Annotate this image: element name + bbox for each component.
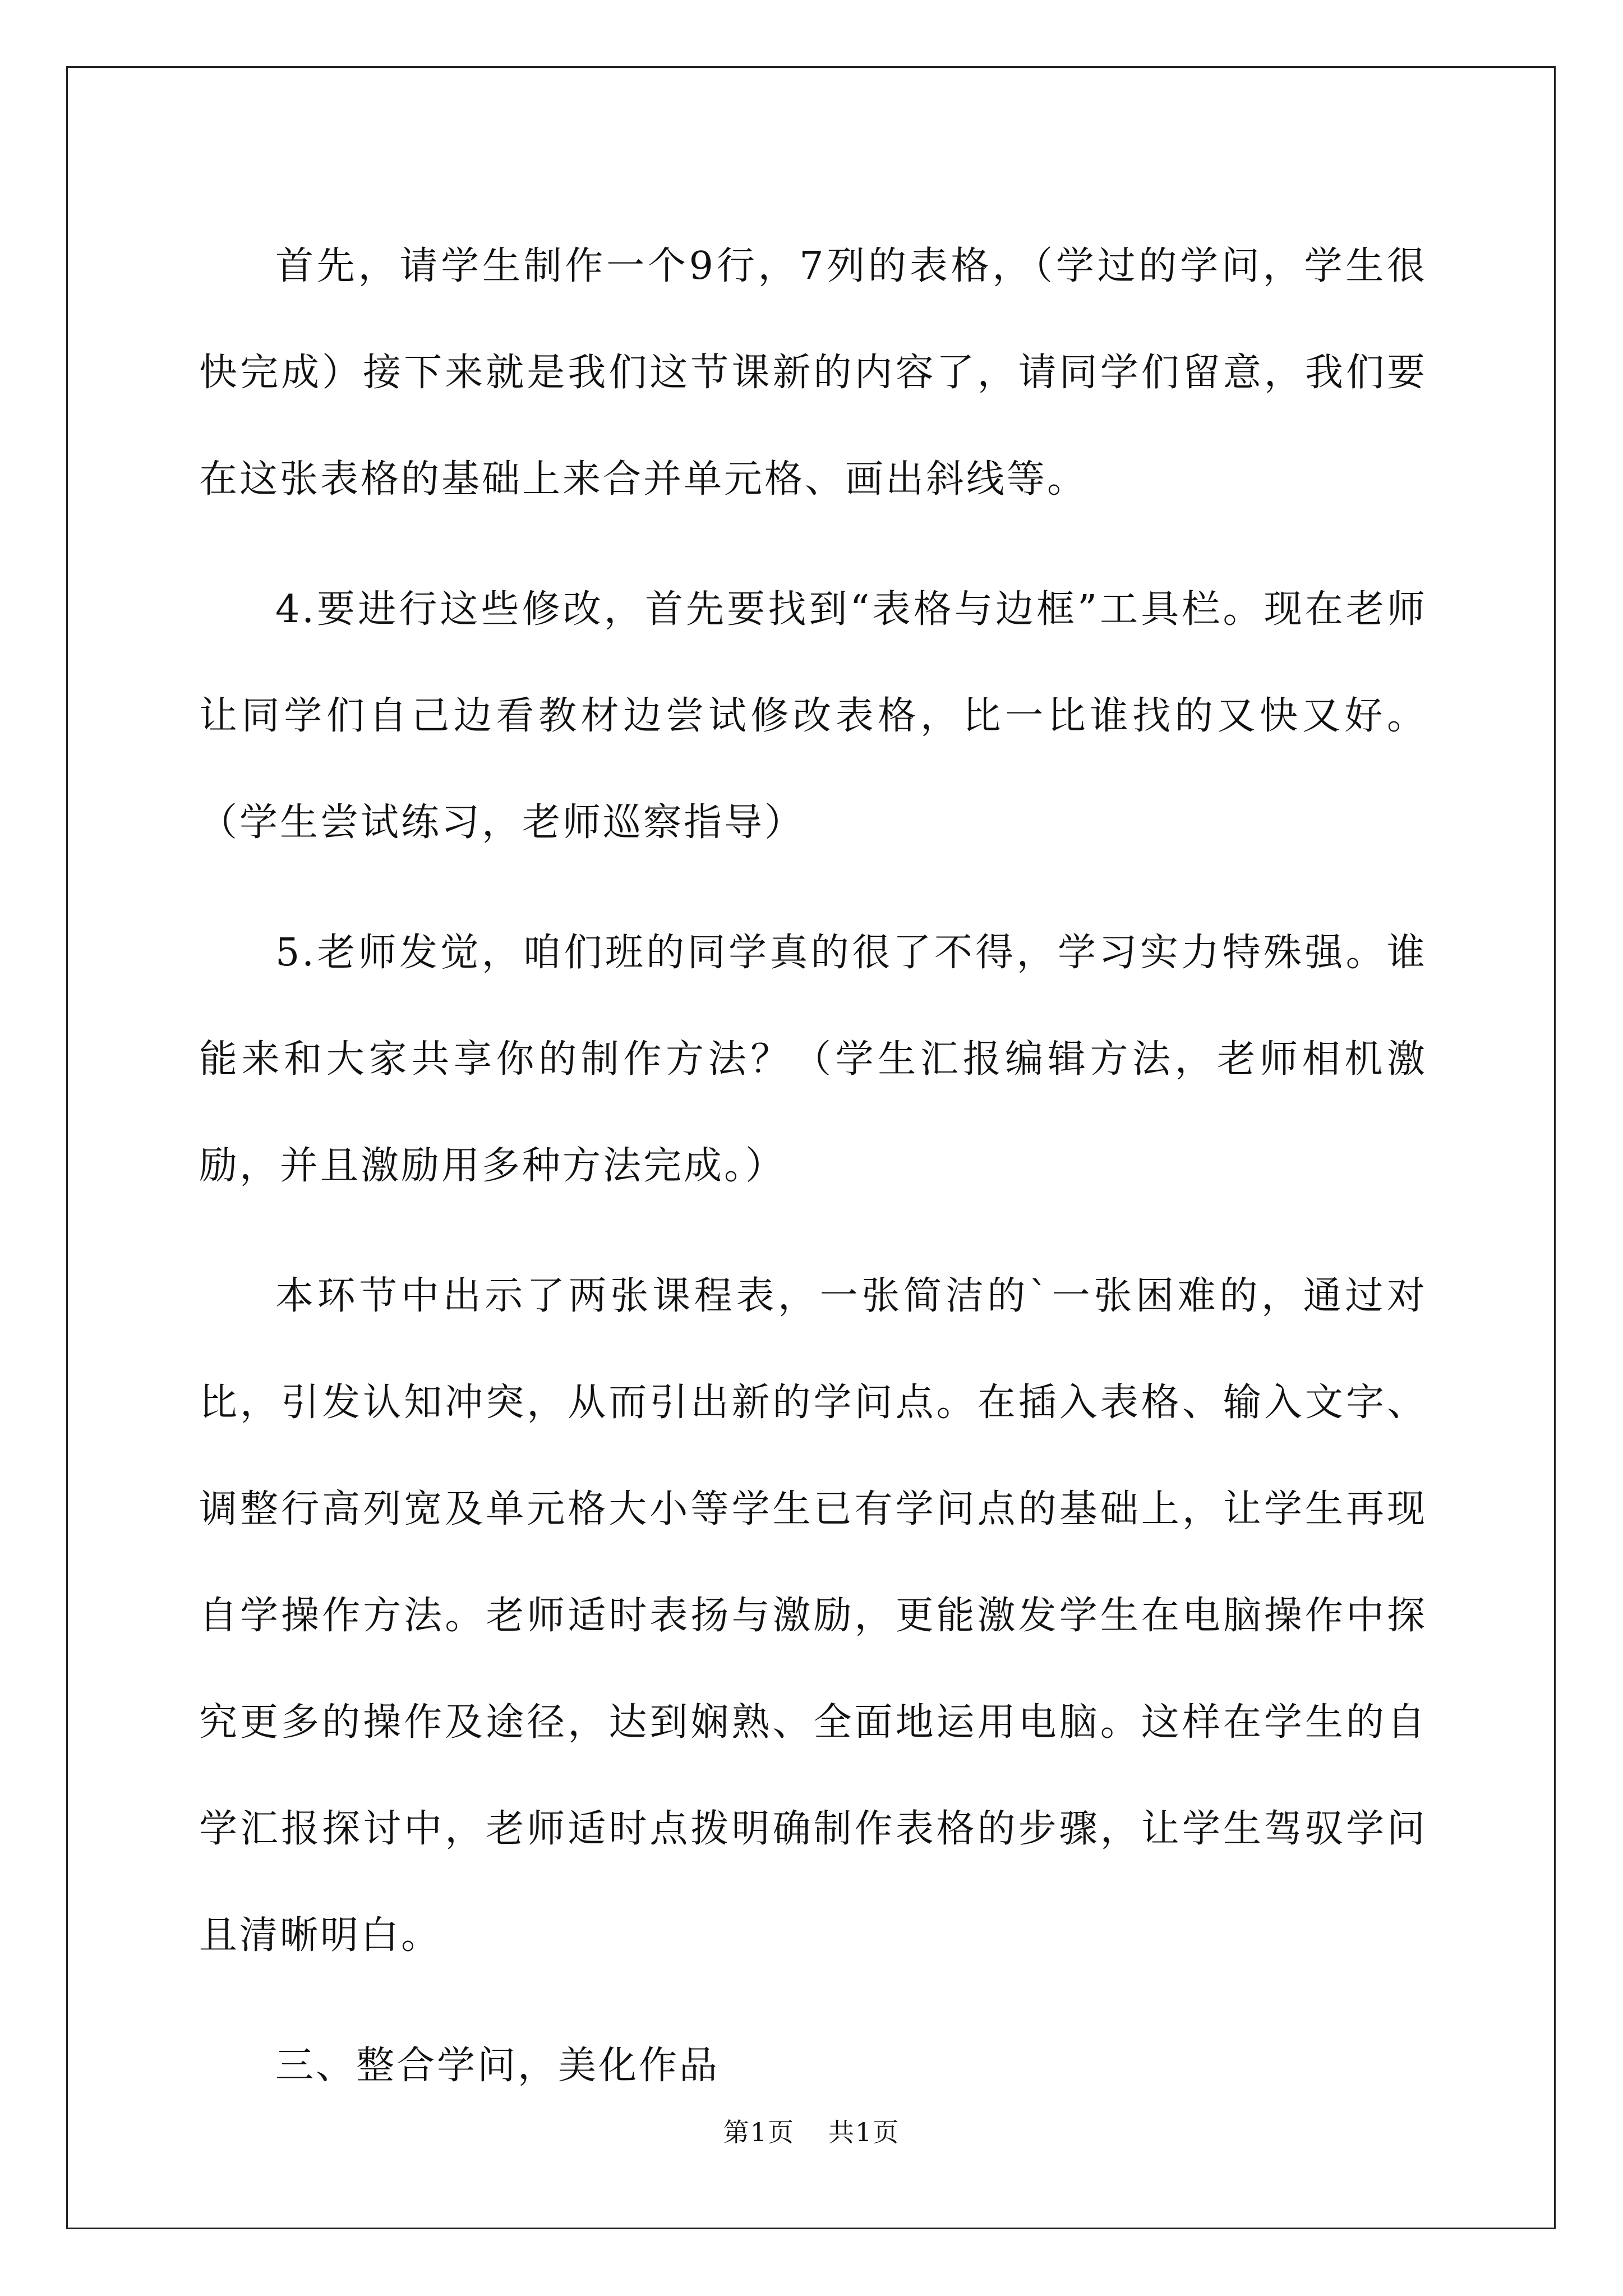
- paragraph-1: 首先，请学生制作一个9行，7列的表格，（学过的学问，学生很快完成）接下来就是我们这节课新的内容了，请同学们留意，我们要在这张表格的基础上来合并单元格、画出斜线等。: [199, 244, 1427, 501]
- paragraph-2: 4.要进行这些修改，首先要找到“表格与边框”工具栏。现在老师让同学们自己边看教材边尝试修改表格，比一比谁找的又快又好。（学生尝试练习，老师巡察指导）: [199, 587, 1427, 845]
- page-number: 第1页: [723, 2117, 795, 2147]
- page-footer: [0, 2112, 1623, 2149]
- document-body: [199, 213, 1427, 2143]
- section-heading: 三、整合学问，美化作品: [275, 2044, 720, 2088]
- paragraph-3: 5.老师发觉，咱们班的同学真的很了不得，学习实力特殊强。谁能来和大家共享你的制作方法？（学生汇报编辑方法，老师相机激励，并且激励用多种方法完成。）: [199, 931, 1427, 1188]
- total-pages: 共1页: [828, 2117, 900, 2147]
- paragraph-4: 本环节中出示了两张课程表，一张简洁的`一张困难的，通过对比，引发认知冲突，从而引出新的学问点。在插入表格、输入文字、调整行高列宽及单元格大小等学生已有学问点的基础上，让学生再现自学操作方法。老师适时表扬与激励，更能激发学生在电脑操作中探究更多的操作及途径，达到娴熟、全面地运用电脑。这样在学生的自学汇报探讨中，老师适时点拨明确制作表格的步骤，让学生驾驭学问且清晰明白。: [199, 1274, 1427, 1958]
